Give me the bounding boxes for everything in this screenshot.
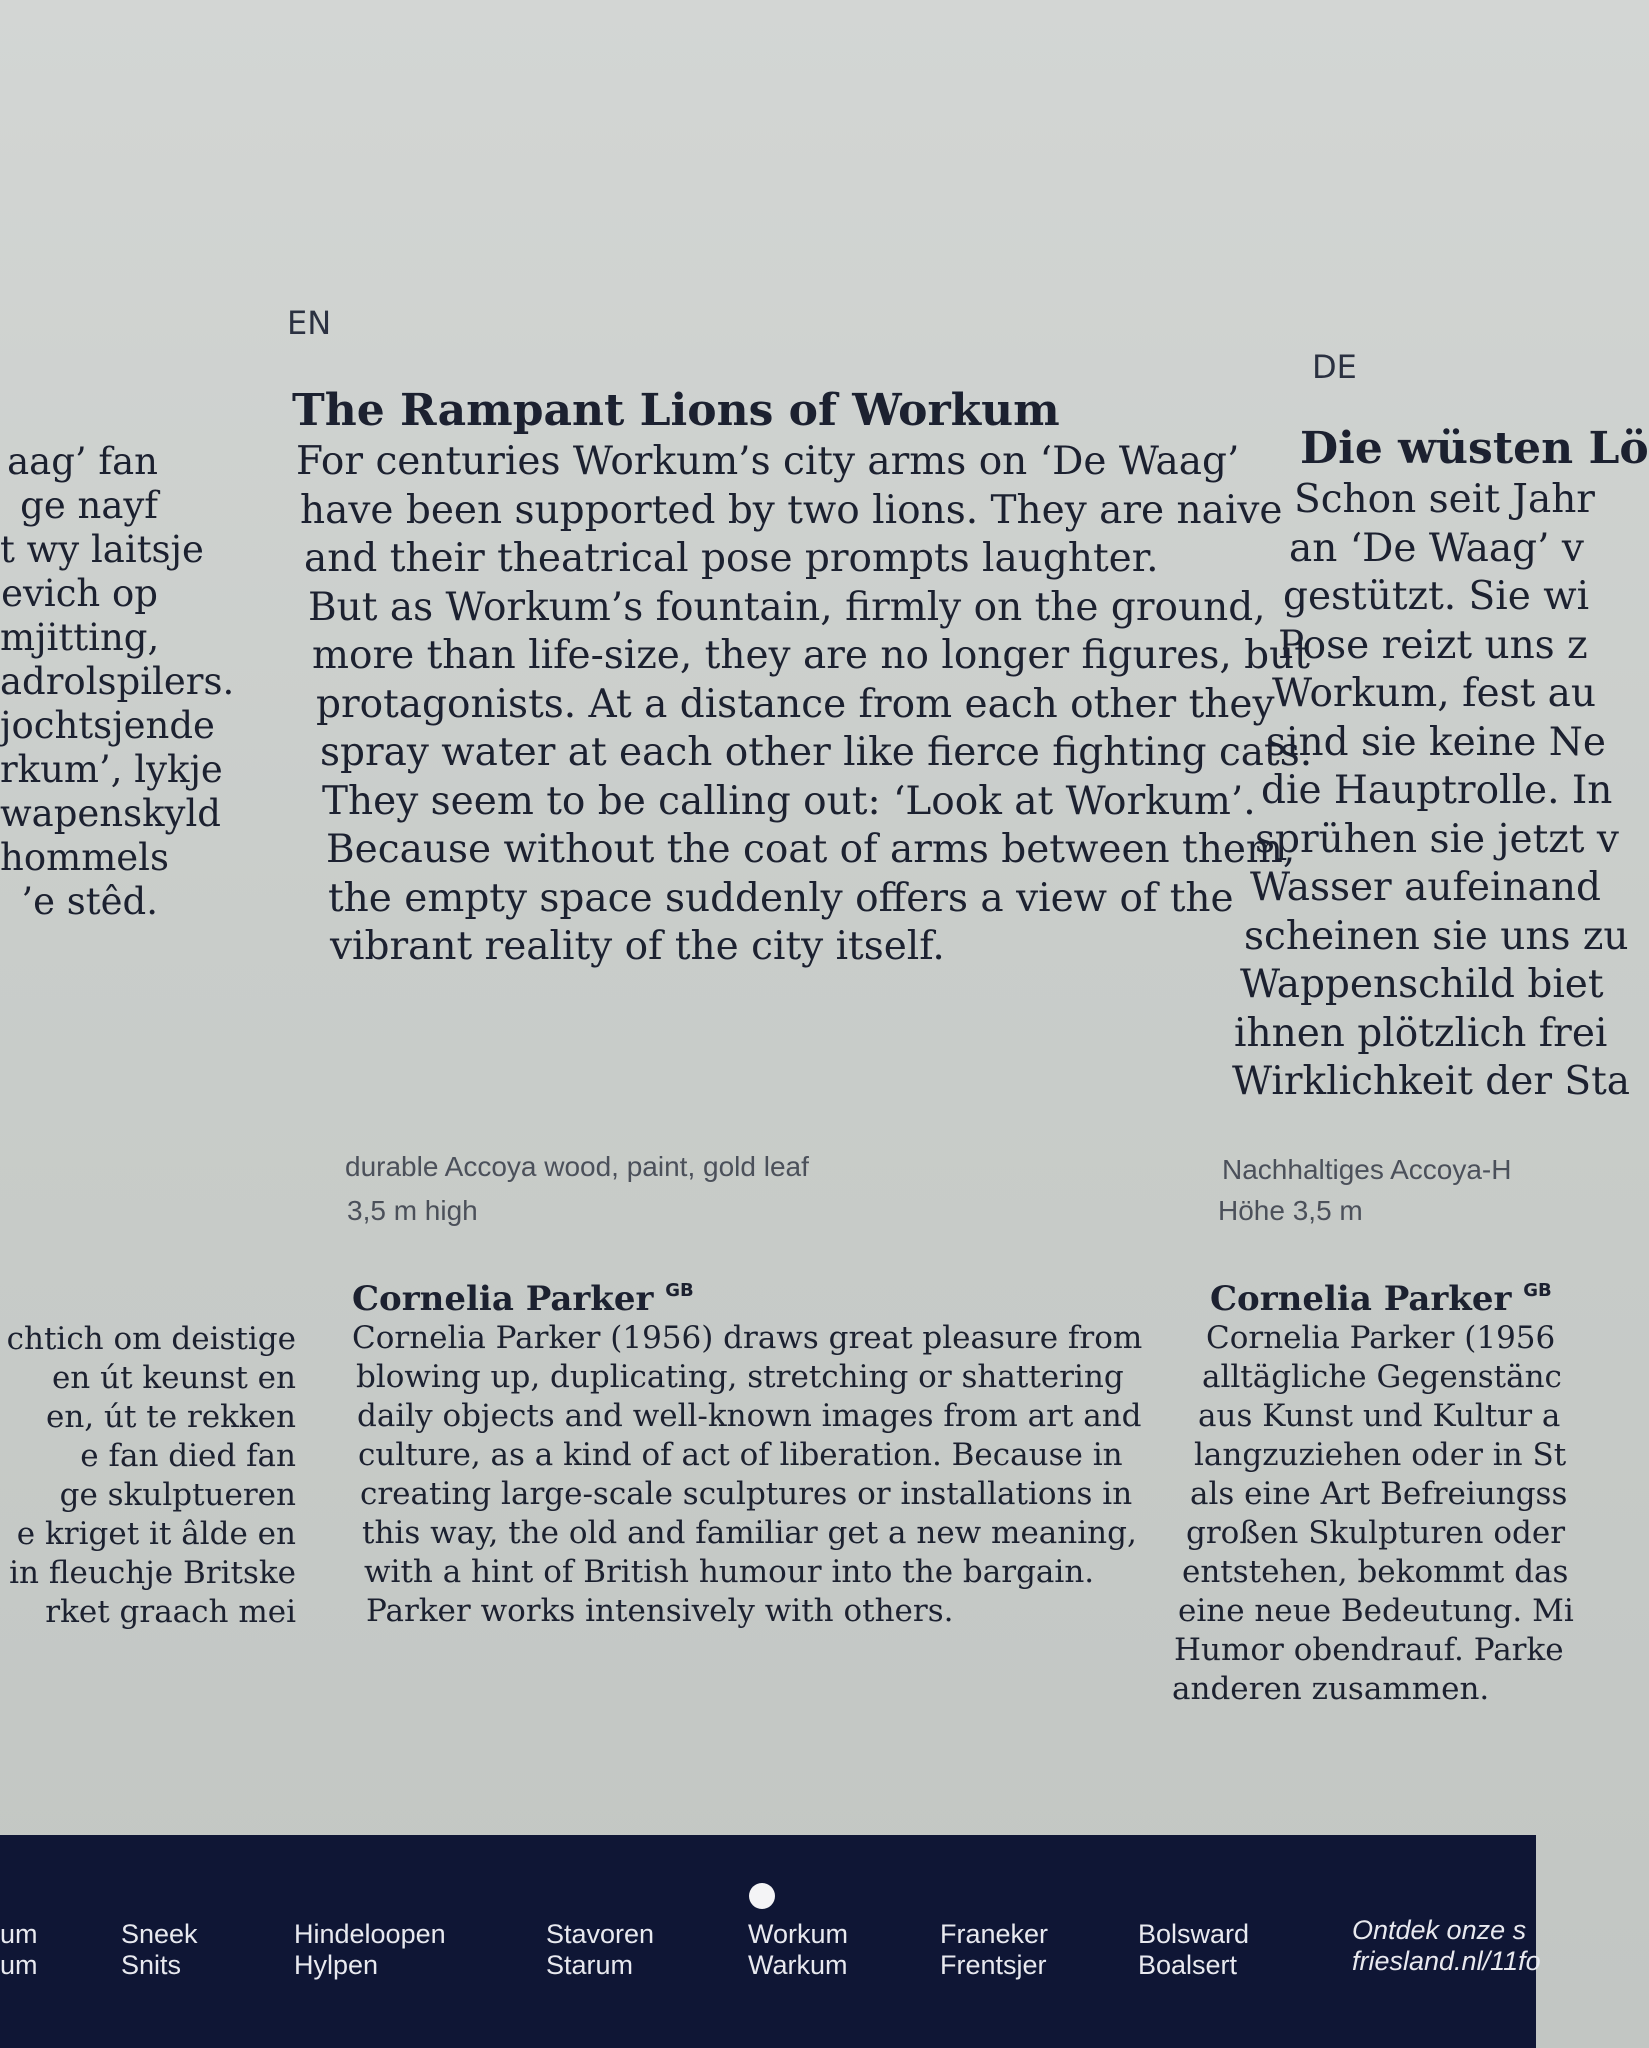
height-text: 3,5 m high	[347, 1195, 478, 1226]
text-line: and their theatrical pose prompts laughter.	[304, 536, 1159, 581]
text-line: jochtsjende	[0, 704, 215, 747]
text-line: Workum, fest au	[1272, 671, 1597, 716]
text-line: großen Skulpturen oder	[1186, 1515, 1566, 1551]
text-line: chtich om deistige	[6, 1321, 296, 1357]
nav-item-workum: Workum Warkum	[748, 1919, 849, 1980]
text-line: daily objects and well-known images from art and	[357, 1398, 1142, 1434]
text-line: rket graach mei	[45, 1594, 296, 1630]
text-line: gestützt. Sie wi	[1283, 574, 1590, 619]
text-line: langzuziehen oder in St	[1194, 1437, 1567, 1473]
nav-item-bolsward: Bolsward Boalsert	[1138, 1919, 1250, 1980]
language-label-en: EN	[287, 304, 332, 342]
height-text: Höhe 3,5 m	[1218, 1195, 1363, 1226]
nav-item-stavoren: Stavoren Starum	[546, 1919, 655, 1980]
city-navigation-bar	[0, 1835, 1541, 2048]
text-line: the empty space suddenly offers a view of the	[328, 875, 1234, 921]
text-line: aus Kunst und Kultur a	[1198, 1398, 1561, 1434]
country-code: GB	[665, 1280, 694, 1301]
text-line: with a hint of British humour into the bargain.	[364, 1554, 1095, 1590]
text-line: in fleuchje Britske	[9, 1555, 296, 1591]
text-line: For centuries Workum’s city arms on ‘De Waag’	[296, 439, 1240, 484]
text-line: protagonists. At a distance from each other they	[316, 681, 1275, 727]
text-line: adrolspilers.	[0, 660, 235, 703]
text-line: en, út te rekken	[46, 1399, 296, 1435]
text-line: e kriget it âlde en	[16, 1516, 296, 1552]
german-text-block	[1232, 422, 1649, 1107]
text-line: scheinen sie uns zu	[1244, 913, 1629, 959]
text-line: ge nayf	[20, 484, 158, 527]
nav-item-website: Ontdek onze s friesland.nl/11fo	[1352, 1915, 1541, 1976]
text-line: They seem to be calling out: ‘Look at Workum’.	[322, 778, 1256, 824]
text-line: spray water at each other like fierce fighting cats.	[320, 730, 1313, 775]
artist-name: Cornelia Parker $^{GB}$	[352, 1279, 694, 1319]
frisian-body-fragment	[0, 440, 235, 924]
english-artist-block	[352, 1271, 1252, 1631]
text-line: Parker works intensively with others.	[366, 1593, 954, 1629]
text-line: entstehen, bekommt das	[1182, 1554, 1569, 1590]
text-line: e fan died fan	[80, 1438, 296, 1474]
text-line: Wasser aufeinand	[1250, 865, 1601, 910]
text-line: blowing up, duplicating, stretching or shattering	[356, 1359, 1124, 1395]
text-line: t wy laitsje	[0, 528, 204, 571]
text-line: vibrant reality of the city itself.	[330, 924, 945, 969]
article-title: Die wüsten Lö	[1300, 423, 1649, 474]
nav-item-franeker: Franeker Frentsjer	[940, 1919, 1049, 1980]
text-line: en út keunst en	[51, 1360, 296, 1396]
text-line: wapenskyld	[0, 792, 221, 835]
nav-item-partial: um um	[0, 1919, 38, 1980]
text-line: Wappenschild biet	[1240, 962, 1604, 1007]
text-line: ihnen plötzlich frei	[1234, 1010, 1608, 1056]
nav-item-hindeloopen: Hindeloopen Hylpen	[294, 1919, 446, 1980]
german-artist-block	[1170, 1271, 1574, 1709]
text-line: ’e stêd.	[21, 880, 158, 923]
text-line: Because without the coat of arms between them,	[326, 827, 1296, 872]
text-line: rkum’, lykje	[0, 748, 223, 791]
text-line: Pose reizt uns z	[1278, 622, 1588, 668]
text-line: als eine Art Befreiungss	[1190, 1476, 1568, 1512]
text-line: alltägliche Gegenstänc	[1202, 1359, 1562, 1395]
text-line: have been supported by two lions. They are naive	[300, 487, 1283, 533]
text-line: Wirklichkeit der Sta	[1232, 1059, 1631, 1104]
frisian-bio-fragment	[0, 1320, 296, 1632]
country-code: GB	[1523, 1280, 1552, 1301]
text-line: sprühen sie jetzt v	[1255, 816, 1619, 862]
language-label-de: DE	[1312, 348, 1357, 386]
text-line: an ‘De Waag’ v	[1289, 525, 1584, 571]
text-line: creating large-scale sculptures or installations in	[360, 1476, 1133, 1512]
text-line: hommels	[0, 836, 169, 879]
english-text-block	[292, 384, 1313, 972]
text-line: anderen zusammen.	[1172, 1671, 1490, 1707]
current-location-dot	[749, 1883, 775, 1909]
article-title: The Rampant Lions of Workum	[292, 385, 1060, 436]
text-line: this way, the old and familiar get a new meaning,	[362, 1515, 1137, 1551]
text-line: ge skulptueren	[59, 1477, 296, 1513]
text-line: Humor obendrauf. Parke	[1174, 1632, 1564, 1668]
nav-item-sneek: Sneek Snits	[121, 1919, 198, 1980]
text-line: aag’ fan	[7, 440, 158, 483]
text-line: culture, as a kind of act of liberation. Because in	[358, 1437, 1123, 1473]
material-text: durable Accoya wood, paint, gold leaf	[345, 1151, 809, 1182]
text-line: mjitting,	[0, 616, 160, 659]
material-text: Nachhaltiges Accoya-H	[1222, 1154, 1512, 1185]
text-line: evich op	[1, 572, 158, 615]
text-line: more than life-size, they are no longer figures, but	[312, 633, 1310, 678]
text-line: But as Workum’s fountain, firmly on the ground,	[308, 584, 1266, 630]
artist-name: Cornelia Parker $^{GB}$	[1210, 1279, 1552, 1319]
text-line: sind sie keine Ne	[1266, 719, 1606, 765]
text-line: Cornelia Parker (1956) draws great pleasure from	[352, 1320, 1143, 1356]
text-line: die Hauptrolle. In	[1261, 768, 1613, 813]
text-line: Cornelia Parker (1956	[1206, 1320, 1556, 1356]
text-line: Schon seit Jahr	[1294, 477, 1595, 522]
text-line: eine neue Bedeutung. Mi	[1178, 1593, 1574, 1629]
